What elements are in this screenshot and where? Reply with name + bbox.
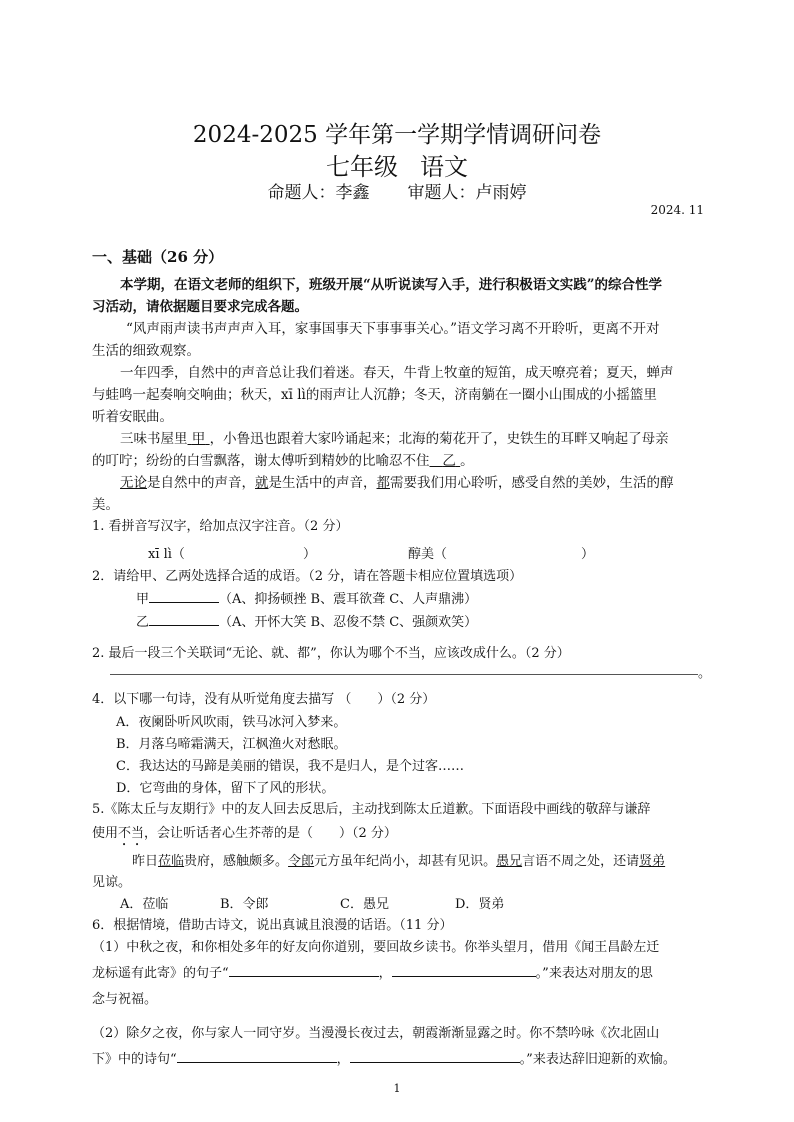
q2-jia-blank[interactable] (149, 588, 219, 603)
q5-option-a[interactable]: A．莅临 (120, 897, 169, 912)
q1-answer-chunmei[interactable]: 醇美（ ） (408, 547, 595, 562)
q5-passage-end: 见谅。 (92, 875, 132, 890)
question-3: 2. 最后一段三个关联词“无论、就、都”，你认为哪个不当，应该改成什么。（2 分） (92, 646, 570, 661)
question-2: 2．请给甲、乙两处选择合适的成语。（2 分，请在答题卡相应位置填选项） (92, 569, 523, 584)
term-yuxiong: 愚兄 (496, 854, 523, 869)
question-6: 6．根据情境，借助古诗文，说出真诚且浪漫的话语。（11 分） (92, 918, 453, 933)
connective-dou: 都 (376, 475, 390, 491)
question-1: 1. 看拼音写汉字，给加点汉字注音。（2 分） (92, 519, 349, 534)
q2-yi-blank[interactable] (149, 611, 219, 626)
q4-option-a[interactable]: A．夜阑卧听风吹雨，铁马冰河入梦来。 (116, 715, 347, 730)
passage-line: 无论是自然中的声音，就是生活中的声音，都需要我们用心聆听，感受自然的美妙，生活的醇 (120, 475, 674, 491)
q3-period: 。 (698, 666, 712, 681)
passage-line: 一年四季，自然中的声音总让我们着迷。春天，牛背上牧童的短笛，成天嘹亮着；夏天，蝉声 (120, 365, 674, 381)
q6-1-line: （1）中秋之夜，和你相处多年的好友向你道别，要回故乡读书。你举头望月，借用《闻王昌龄左迁 (92, 940, 660, 955)
question-4: 4．以下哪一句诗，没有从听觉角度去描写 （ ）（2 分） (92, 692, 436, 707)
blank-yi: 乙 (442, 453, 456, 469)
q5-option-b[interactable]: B．令郎 (220, 897, 269, 912)
passage-line: 三味书屋里 甲 ，小鲁迅也跟着大家吟诵起来；北海的菊花开了，史铁生的耳畔又响起了母亲 (120, 431, 669, 447)
passage-line: 生活的细致观察。 (92, 343, 200, 359)
term-linglang: 令郎 (288, 854, 315, 869)
question-5-line2: 使用不当，会让听话者心生芥蒂的是（ ）（2 分） (92, 826, 397, 841)
subject: 语文 (420, 153, 468, 181)
q2-yi: 乙 （A、开怀大笑 B、忍俊不禁 C、强颜欢笑） (136, 611, 477, 630)
q4-option-b[interactable]: B．月落乌啼霜满天，江枫渔火对愁眠。 (116, 737, 347, 752)
q5-passage: 昨日莅临贵府，感触颇多。令郎元方虽年纪尚小，却甚有见识。愚兄言语不周之处，还请贤弟 (132, 854, 666, 869)
intro-line: 习活动，请依据题目要求完成各题。 (92, 299, 308, 315)
q3-answer-line[interactable] (110, 674, 698, 675)
page-number: 1 (393, 1082, 401, 1095)
blank-jia: 甲 (191, 431, 206, 447)
term-xiandi: 贤弟 (639, 854, 666, 869)
intro-line: 本学期，在语文老师的组织下，班级开展“从听说读写入手，进行积极语文实践”的综合性学 (120, 277, 663, 293)
grade: 七年级 (326, 153, 398, 181)
term-lilin: 莅临 (158, 854, 185, 869)
question-5: 5.《陈太丘与友期行》中的友人回去反思后，主动找到陈太丘道歉。下面语段中画线的敬辞与谦辞 (92, 802, 651, 817)
q6-1-blank-1[interactable] (229, 962, 379, 977)
q6-1-blank-2[interactable] (392, 962, 536, 977)
passage-line: 听着安眠曲。 (92, 409, 173, 425)
passage-line: 与蛙鸣一起奏响交响曲；秋天，xī lì的雨声让人沉静；冬天，济南躺在一圈小山围成的小摇篮里 (92, 387, 657, 403)
q6-2-answer: 下》中的诗句“ ， 。”来表达辞旧迎新的欢愉。 (92, 1048, 676, 1067)
passage-line: 的叮咛；纷纷的白雪飘落，谢太傅听到精妙的比喻忍不住 乙 。 (92, 453, 474, 469)
q2-jia: 甲 （A、抑扬顿挫 B、震耳欲聋 C、人声鼎沸） (136, 588, 477, 607)
connective-jiu: 就 (255, 475, 269, 491)
passage-line: 美。 (92, 497, 119, 513)
q6-2-blank-2[interactable] (350, 1048, 520, 1063)
q6-2-line: （2）除夕之夜，你与家人一同守岁。当漫漫长夜过去，朝霞渐渐显露之时。你不禁吟咏《次北固山 (92, 1026, 660, 1041)
reviewer: 审题人：卢雨婷 (407, 183, 527, 203)
exam-date: 2024. 11 (650, 203, 704, 217)
exam-title: 2024-2025 学年第一学期学情调研问卷 (192, 122, 602, 148)
q4-option-d[interactable]: D．它弯曲的身体，留下了风的形状。 (116, 781, 335, 796)
section-heading: 一、基础（26 分） (92, 248, 224, 266)
q4-option-c[interactable]: C．我达达的马蹄是美丽的错误，我不是归人，是个过客…… (116, 759, 464, 774)
exam-subtitle (0, 147, 794, 182)
q1-answer-xili[interactable]: xī lì（ ） (148, 547, 316, 562)
q6-1-answer: 龙标遥有此寄》的句子“ ， 。”来表达对朋友的思 (92, 962, 653, 981)
passage-line: “风声雨声读书声声声入耳，家事国事天下事事事关心。”语文学习离不开聆听，更离不开对 (126, 321, 660, 337)
q6-2-blank-1[interactable] (177, 1048, 337, 1063)
q6-1-line3: 念与祝福。 (92, 992, 158, 1007)
setter: 命题人：李鑫 (267, 183, 370, 203)
q5-option-d[interactable]: D．贤弟 (455, 897, 505, 912)
emphasis-budang: 不当 (118, 826, 145, 841)
connective-wulun: 无论 (120, 475, 147, 491)
q5-option-c[interactable]: C．愚兄 (340, 897, 389, 912)
exam-authors (0, 178, 794, 203)
